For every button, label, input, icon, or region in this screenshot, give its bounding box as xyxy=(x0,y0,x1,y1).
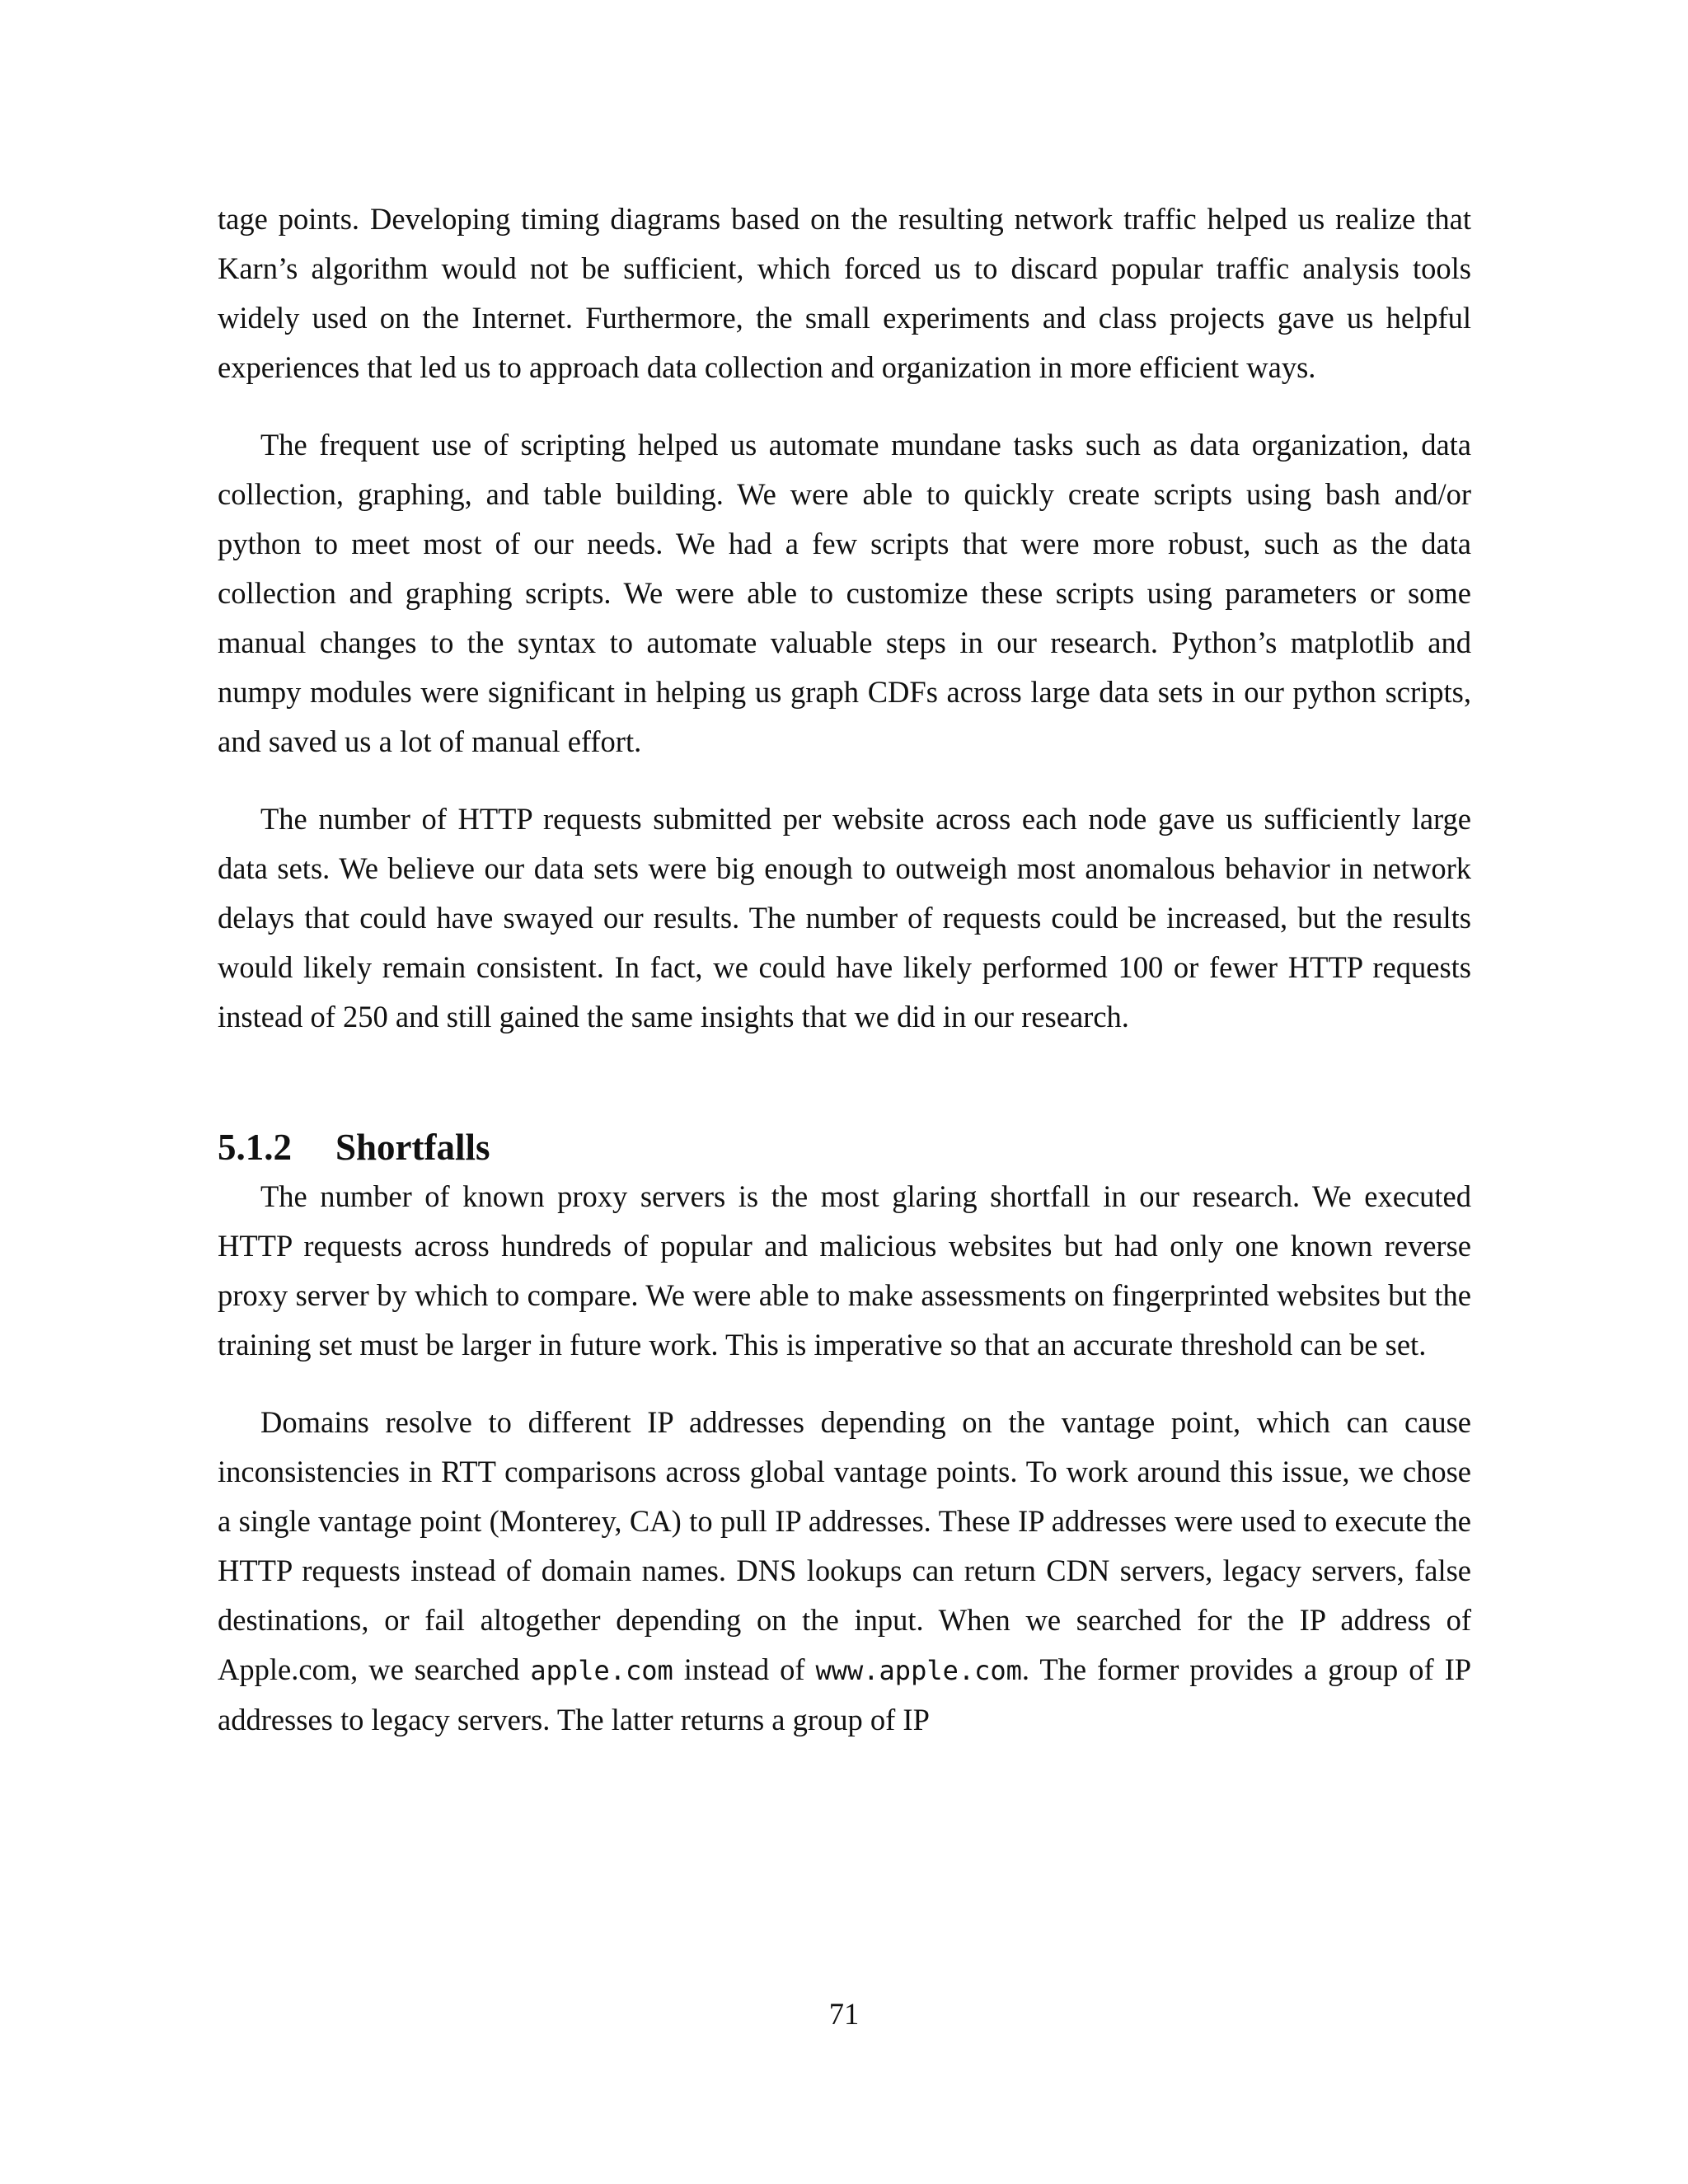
section-title: Shortfalls xyxy=(335,1127,490,1168)
paragraph-proxy-servers: The number of known proxy servers is the most glaring shortfall in our research. We executed HTTP requests across hundreds of popular and malicious websites but had only one known reverse proxy server by which to compare. We were able to make assessments on fingerprinted websites but the training set must be larger in future work. This is imperative so that an accurate threshold can be set. xyxy=(218,1179,1471,1361)
paragraph-http-requests: The number of HTTP requests submitted per website across each node gave us sufficiently large data sets. We believe our data sets were big enough to outweigh most anomalous behavior in network delays that could have swayed our results. The number of requests could be increased, but the results would likely remain consistent. In fact, we could have likely performed 100 or fewer HTTP requests instead of 250 and still gained the same insights that we did in our research. xyxy=(218,802,1471,1033)
page-body xyxy=(218,194,1471,1745)
paragraph-text: Domains resolve to different IP addresses depending on the vantage point, which can cause inconsistencies in RTT comparisons across global vantage points. To work around this issue, we chose a single vantage point (Monterey, CA) to pull IP addresses. These IP addresses were used to execute the HTTP requests instead of domain names. DNS lookups can return CDN servers, legacy servers, false destinations, or fail altogether depending on the input. When we searched for the IP address of Apple.com, we searched xyxy=(218,1405,1471,1686)
paragraph-domains-resolve xyxy=(218,1398,1471,1745)
paragraph-text: instead of xyxy=(683,1652,805,1686)
paragraph-scripting: The frequent use of scripting helped us automate mundane tasks such as data organization, data collection, graphing, and table building. We were able to quickly create scripts using bash and/or python to meet most of our needs. We had a few scripts that were more robust, such as the data collection and graphing scripts. We were able to customize these scripts using parameters or some manual changes to the syntax to automate valuable steps in our research. Python’s matplotlib and numpy modules were significant in helping us graph CDFs across large data sets in our python scripts, and saved us a lot of manual effort. xyxy=(218,428,1471,758)
section-number: 5.1.2 xyxy=(218,1127,292,1168)
inline-code-www-apple: www.apple.com xyxy=(815,1655,1022,1686)
paragraph-text: . The former provides a group of IP addresses to legacy servers. The latter returns a group of IP xyxy=(218,1652,1472,1736)
paragraph-timing-diagrams: tage points. Developing timing diagrams based on the resulting network traffic helped us realize that Karn’s algorithm would not be sufficient, which forced us to discard popular traffic analysis tools widely used on the Internet. Furthermore, the small experiments and class projects gave us helpful experiences that led us to approach data collection and organization in more efficient ways. xyxy=(218,202,1471,384)
section-heading xyxy=(218,1122,1471,1172)
page-number: 71 xyxy=(828,1997,860,2031)
inline-code-apple: apple.com xyxy=(530,1655,673,1686)
